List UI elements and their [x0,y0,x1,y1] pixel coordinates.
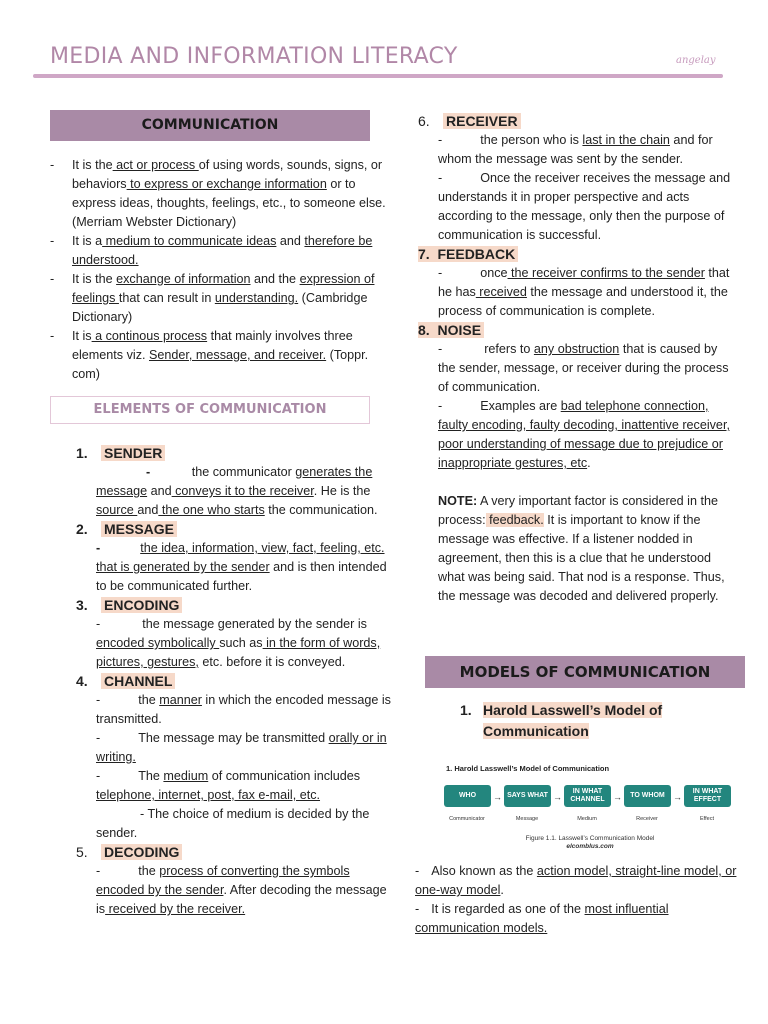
arrow-icon: → [553,792,562,802]
element-heading-decoding: 5. DECODING [76,843,396,862]
element-heading-encoding: 3. ENCODING [76,596,396,615]
element-heading-sender: 1. SENDER [76,444,396,463]
element-body-sender: - the communicator generates the message and conveys it to the receiver. He is the source and the one who starts the communication. [96,465,378,517]
communication-banner-label: COMMUNICATION [141,117,279,133]
diagram-title: 1. Harold Lasswell’s Model of Communication [446,764,610,773]
element-heading-noise: 8. NOISE [418,321,736,340]
elements-banner [50,396,370,424]
model-description: - Also known as the action model, straight-line model, or one-way model. - It is regarded as one of the most influential communication models. [415,864,737,935]
elements-left [76,444,396,919]
element-body-decoding: - the process of converting the symbols encoded by the sender. After decoding the message is received by the receiver. [96,864,387,916]
note-paragraph: NOTE: A very important factor is considered in the process: feedback. It is important to know if the message was effective. If a listener nodded in agreement, then this is a clue that he understood what was being said. That nod is a response. Thus, the message was decoded and delivered properly. [438,494,725,603]
arrow-icon: → [673,792,682,802]
box-who: WHO [444,785,491,807]
list-item: - It is a continous process that mainly involves three elements viz. Sender, message, and receiver. (Toppr. com) [50,329,369,381]
element-heading-channel: 4. CHANNEL [76,672,396,691]
caption-communicator: Communicator [449,816,485,822]
box-says-what: SAYS WHAT [504,785,551,807]
communication-banner [50,110,370,141]
caption-receiver: Receiver [636,816,658,822]
caption-effect: Effect [700,816,714,822]
element-heading-message: 2. MESSAGE [76,520,396,539]
list-item: - It is the exchange of information and the expression of feelings that can result in understanding. (Cambridge Dictionary) [50,272,375,324]
lasswell-diagram [440,764,740,852]
box-in-what-effect: IN WHAT EFFECT [684,785,731,807]
element-heading-feedback: 7. FEEDBACK [418,245,736,264]
arrow-icon: → [493,792,502,802]
element-body-channel: - the manner in which the encoded message is transmitted. - The message may be transmitted orally or in writing. - The medium of communication includes telephone, internet, post, fax e-mail, etc. - The choice of medium is decided by the sender. [96,693,391,840]
list-item: - It is the act or process of using words, sounds, signs, or behaviors to express or exchange information or to express ideas, thoughts, feelings, etc., to someone else. (Merriam Webster Dictionary) [50,158,386,229]
element-body-feedback: - once the receiver confirms to the sender that he has received the message and understood it, the process of communication is complete. [438,266,730,318]
elements-banner-label: ELEMENTS OF COMMUNICATION [93,402,327,417]
model-title: Harold Lasswell’s Model of Communication [483,702,663,739]
element-body-message: - the idea, information, view, fact, feeling, etc. that is generated by the sender and is then intended to be communicated further. [96,541,387,593]
caption-medium: Medium [577,816,597,822]
models-banner-label: MODELS OF COMMUNICATION [459,663,711,681]
arrow-icon: → [613,792,622,802]
elements-right [418,112,736,606]
header-divider [33,74,723,78]
box-to-whom: TO WHOM [624,785,671,807]
figure-caption: Figure 1.1. Lasswell’s Communication Model elcomblus.com [525,835,655,850]
list-item: - It is a medium to communicate ideas and therefore be understood. [50,234,373,267]
page-title: MEDIA AND INFORMATION LITERACY [50,44,458,69]
box-in-what-channel: IN WHAT CHANNEL [564,785,611,807]
element-body-encoding: - the message generated by the sender is encoded symbolically such as in the form of words, pictures, gestures, etc. before it is conveyed. [96,617,381,669]
model-heading: 1. Harold Lasswell’s Model of Communication [460,702,663,739]
models-banner [425,656,745,688]
element-body-noise: - refers to any obstruction that is caused by the sender, message, or receiver during the process of communication. - Examples are bad telephone connection, faulty encoding, faulty decoding, inattentive receiver, poor understanding of message due to prejudice or inappropriate gestures, etc. [438,342,730,470]
element-heading-receiver: 6. RECEIVER [418,112,736,131]
element-body-receiver: - the person who is last in the chain and for whom the message was sent by the sender. - Once the receiver receives the message and understands it in proper perspective and acts according to the message, only then the purpose of communication is successful. [438,133,731,242]
author-signature: angelay [676,55,716,66]
caption-message: Message [515,816,539,822]
communication-definitions [50,156,396,384]
